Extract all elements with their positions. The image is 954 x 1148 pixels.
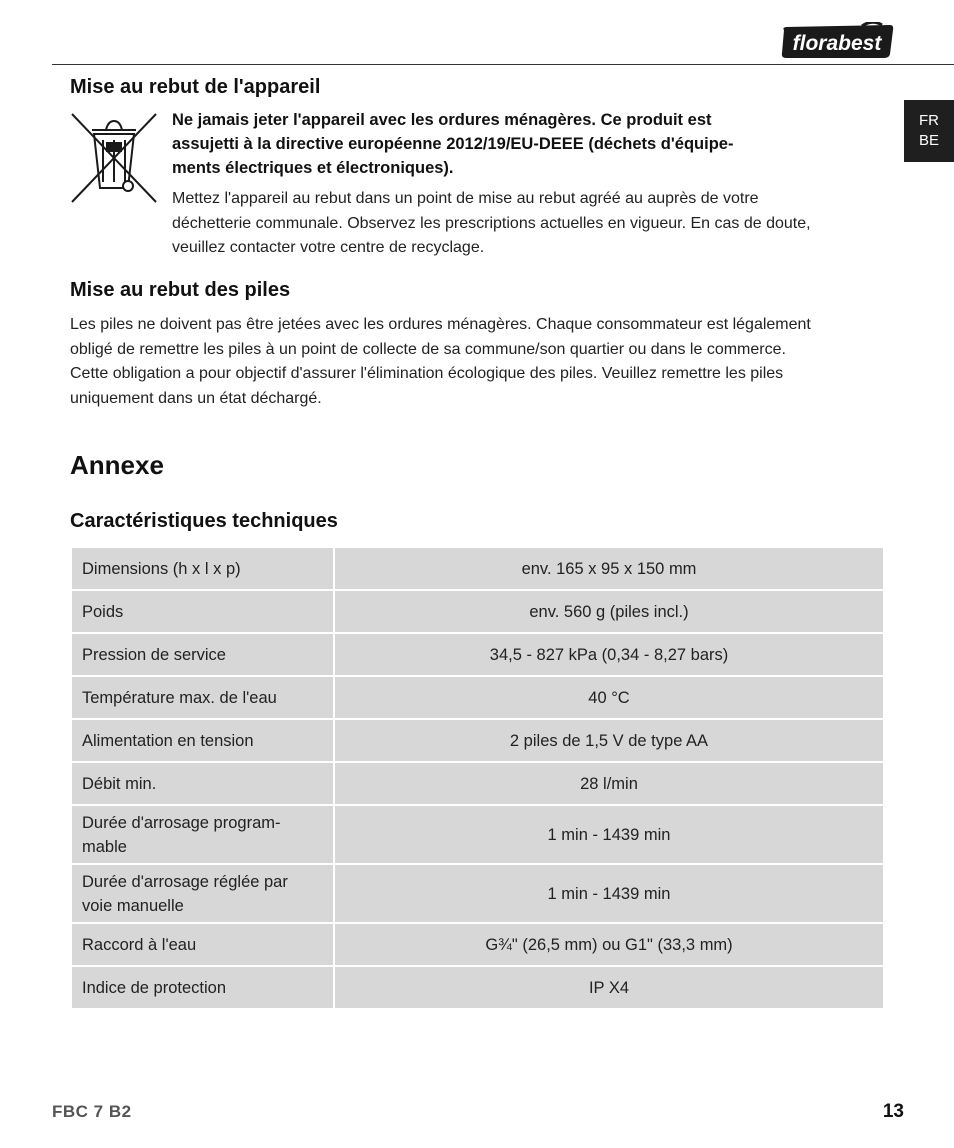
- lang-code-be: BE: [918, 132, 939, 149]
- heading-device-disposal: Mise au rebut de l'appareil: [70, 76, 321, 98]
- spec-label: Alimentation en tension: [71, 719, 334, 762]
- spec-label: Température max. de l'eau: [71, 676, 334, 719]
- table-row: [71, 966, 884, 1009]
- spec-label: Durée d'arrosage program- mable: [71, 805, 334, 864]
- footer-model-number: FBC 7 B2: [52, 1102, 132, 1121]
- device-disposal-text: [172, 108, 862, 261]
- table-row: [71, 762, 884, 805]
- heading-battery-disposal: Mise au rebut des piles: [70, 279, 291, 301]
- heading-annexe: Annexe: [70, 450, 164, 480]
- instruction-line: veuillez contacter votre centre de recyclage.: [172, 239, 485, 256]
- table-row: [71, 805, 884, 864]
- spec-value: 1 min - 1439 min: [334, 805, 884, 864]
- table-row: [71, 719, 884, 762]
- battery-line: obligé de remettre les piles à un point de collecte de sa commune/son quartier ou dans le commerce.: [70, 340, 786, 358]
- spec-label: Débit min.: [71, 762, 334, 805]
- spec-value: 1 min - 1439 min: [334, 864, 884, 923]
- spec-label: Raccord à l'eau: [71, 923, 334, 966]
- spec-value: 40 °C: [334, 676, 884, 719]
- page-number: 13: [882, 1101, 904, 1122]
- table-row: [71, 923, 884, 966]
- spec-label: Indice de protection: [71, 966, 334, 1009]
- spec-label: Poids: [71, 590, 334, 633]
- crossed-out-wheelie-bin-icon: [70, 112, 158, 204]
- battery-line: Cette obligation a pour objectif d'assurer l'élimination écologique des piles. Veuillez remettre les piles: [70, 365, 784, 382]
- spec-value: IP X4: [334, 966, 884, 1009]
- warning-line: ments électriques et électroniques).: [172, 159, 454, 177]
- battery-disposal-text: [70, 313, 870, 411]
- spec-label: Pression de service: [71, 633, 334, 676]
- heading-technical-specs: Caractéristiques techniques: [70, 510, 338, 532]
- table-row: [71, 676, 884, 719]
- disposal-warning: [172, 108, 862, 180]
- spec-label: Dimensions (h x l x p): [71, 547, 334, 590]
- language-tab: [904, 100, 954, 162]
- table-row: [71, 633, 884, 676]
- battery-line: uniquement dans un état déchargé.: [70, 389, 322, 407]
- spec-value: env. 560 g (piles incl.): [334, 590, 884, 633]
- spec-value: env. 165 x 95 x 150 mm: [334, 547, 884, 590]
- spec-value: 28 l/min: [334, 762, 884, 805]
- disposal-instructions: [172, 187, 862, 261]
- spec-value: 34,5 - 827 kPa (0,34 - 8,27 bars): [334, 633, 884, 676]
- svg-text:florabest: florabest: [792, 32, 882, 55]
- technical-specs-table: [70, 546, 885, 1010]
- table-row: [71, 590, 884, 633]
- instruction-line: déchetterie communale. Observez les prescriptions actuelles en vigueur. En cas de doute,: [172, 214, 811, 232]
- battery-line: Les piles ne doivent pas être jetées avec les ordures ménagères. Chaque consommateur est légalement: [70, 316, 811, 333]
- table-row: [71, 547, 884, 590]
- spec-label: Durée d'arrosage réglée par voie manuelle: [71, 864, 334, 923]
- lang-code-fr: FR: [919, 112, 939, 129]
- table-row: [71, 864, 884, 923]
- header-rule: [52, 64, 954, 65]
- spec-value: 2 piles de 1,5 V de type AA: [334, 719, 884, 762]
- florabest-logo: [778, 22, 896, 60]
- warning-line: Ne jamais jeter l'appareil avec les ordures ménagères. Ce produit est: [172, 111, 712, 129]
- spec-value: G¾" (26,5 mm) ou G1" (33,3 mm): [334, 923, 884, 966]
- warning-line: assujetti à la directive européenne 2012/19/EU-DEEE (déchets d'équipe-: [172, 135, 734, 153]
- instruction-line: Mettez l'appareil au rebut dans un point de mise au rebut agréé au auprès de votre: [172, 190, 759, 207]
